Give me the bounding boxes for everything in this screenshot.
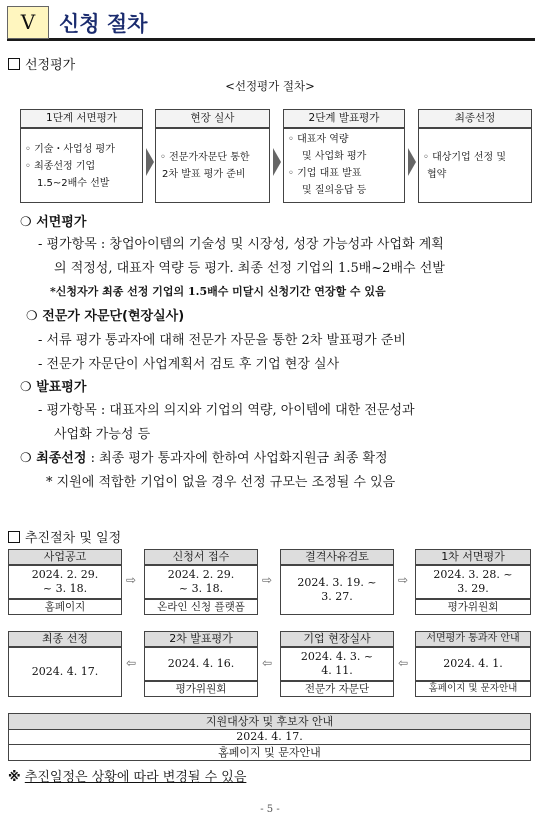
chapter-number: V <box>7 6 49 39</box>
schedule-title: 1차 서면평가 <box>415 549 531 565</box>
step-1-label: 1단계 서면평가 <box>20 109 143 128</box>
schedule-title: 사업공고 <box>8 549 122 565</box>
step-1-line: ◦ 기술・사업성 평가 <box>25 144 115 155</box>
step-4-box <box>418 128 532 203</box>
schedule-date <box>144 565 258 599</box>
chapter-title: 신청 절차 <box>59 12 148 36</box>
step-2-label: 현장 실사 <box>155 109 270 128</box>
item-heading: ❍ 발표평가 <box>20 380 87 395</box>
date-line: 2024. 4. 1. <box>443 657 503 670</box>
section-selection-title: 선정평가 <box>25 58 76 73</box>
date-line: 2024. 3. 19. ~ <box>297 576 377 589</box>
section-selection-heading <box>8 54 75 73</box>
step-3-line: 및 질의응답 등 <box>302 185 367 196</box>
schedule-title: 서면평가 통과자 안내 <box>415 631 531 647</box>
arrow-left-icon: ⇦ <box>262 656 273 670</box>
step-4-label: 최종선정 <box>418 109 532 128</box>
item-line: - 전문가 자문단이 사업계획서 검토 후 기업 현장 실사 <box>38 357 340 372</box>
flow-arrow-icon <box>408 148 416 176</box>
item-heading-text: 서면평가 <box>36 215 87 230</box>
date-line: ~ 3. 18. <box>42 582 88 595</box>
step-3-line: ◦ 대표자 역량 <box>288 134 349 145</box>
step-4-line: ◦ 대상기업 선정 및 <box>423 152 507 163</box>
date-line: 2024. 4. 17. <box>31 665 99 678</box>
schedule-footer: 평가위원회 <box>415 599 531 615</box>
evaluation-items <box>20 211 535 495</box>
step-3-label: 2단계 발표평가 <box>283 109 405 128</box>
chapter-header <box>7 6 535 41</box>
date-line: 3. 27. <box>321 590 353 603</box>
schedule-date <box>144 647 258 681</box>
support-date: 2024. 4. 17. <box>8 729 531 745</box>
item-line: - 서류 평가 통과자에 대해 전문가 자문을 통한 2차 발표평가 준비 <box>38 333 406 348</box>
schedule-date <box>280 565 394 615</box>
date-line: 4. 11. <box>321 664 353 677</box>
item-heading-text: 최종선정 <box>36 451 87 466</box>
item-line: - 평가항목 : 창업아이템의 기술성 및 시장성, 성장 가능성과 사업화 계획 <box>38 237 444 252</box>
item-line: 사업화 가능성 등 <box>54 427 151 442</box>
page-number: - 5 - <box>260 804 280 815</box>
item-heading: ❍ 서면평가 <box>20 215 87 230</box>
schedule-date <box>8 647 122 697</box>
step-3-line: ◦ 기업 대표 발표 <box>288 168 362 179</box>
date-line: 3. 29. <box>457 582 489 595</box>
item-line: * 지원에 적합한 기업이 없을 경우 선정 규모는 조정될 수 있음 <box>46 475 396 490</box>
item-heading: ❍ 전문가 자문단(현장실사) <box>26 309 185 324</box>
step-1-line: ◦ 최종선정 기업 <box>25 161 96 172</box>
schedule-date <box>8 565 122 599</box>
step-3-box <box>283 128 405 203</box>
step-2-line: ◦ 전문가자문단 통한 <box>160 152 250 163</box>
support-method: 홈페이지 및 문자안내 <box>8 745 531 761</box>
item-heading-text: 전문가 자문단(현장실사) <box>42 309 185 324</box>
arrow-right-icon: ⇨ <box>262 573 273 587</box>
arrow-right-icon: ⇨ <box>398 573 409 587</box>
date-line: 2024. 2. 29. <box>31 568 99 581</box>
notice-text: 추진일정은 상황에 따라 변경될 수 있음 <box>24 770 247 785</box>
schedule-footer: 전문가 자문단 <box>280 681 394 697</box>
date-line: 2024. 2. 29. <box>167 568 235 581</box>
step-2-box <box>155 128 270 203</box>
step-1-box <box>20 128 143 203</box>
schedule-footer: 온라인 신청 플랫폼 <box>144 599 258 615</box>
arrow-left-icon: ⇦ <box>126 656 137 670</box>
notice-mark: ※ <box>8 770 21 785</box>
schedule-date <box>415 565 531 599</box>
date-line: ~ 3. 18. <box>178 582 224 595</box>
step-3-line: 및 사업화 평가 <box>302 151 367 162</box>
square-bullet-icon <box>8 531 20 543</box>
schedule-title: 2차 발표평가 <box>144 631 258 647</box>
square-bullet-icon <box>8 58 20 70</box>
arrow-left-icon: ⇦ <box>398 656 409 670</box>
schedule-footer: 홈페이지 <box>8 599 122 615</box>
flow-arrow-icon <box>146 148 154 176</box>
schedule-footer: 홈페이지 및 문자안내 <box>415 681 531 697</box>
support-title: 지원대상자 및 후보자 안내 <box>8 713 531 730</box>
item-line: - 평가항목 : 대표자의 의지와 기업의 역량, 아이템에 대한 전문성과 <box>38 403 415 418</box>
schedule-title: 결격사유검토 <box>280 549 394 565</box>
item-line: 의 적정성, 대표자 역량 등 평가. 최종 선정 기업의 1.5배~2배수 선발 <box>54 261 445 276</box>
date-line: 2024. 4. 16. <box>167 657 235 670</box>
step-1-line: 1.5~2배수 선발 <box>37 178 110 189</box>
item-inline: : 최종 평가 통과자에 한하여 사업화지원금 최종 확정 <box>90 451 388 466</box>
schedule-notice <box>8 766 246 785</box>
process-caption: <선정평가 절차> <box>225 79 315 93</box>
schedule-title: 신청서 접수 <box>144 549 258 565</box>
schedule-date <box>415 647 531 681</box>
schedule-title: 최종 선정 <box>8 631 122 647</box>
arrow-right-icon: ⇨ <box>126 573 137 587</box>
date-line: 2024. 3. 28. ~ <box>433 568 513 581</box>
schedule-date <box>280 647 394 681</box>
section-schedule-heading <box>8 527 121 546</box>
flow-arrow-icon <box>273 148 281 176</box>
step-4-line: 협약 <box>427 169 447 180</box>
step-2-line: 2차 발표 평가 준비 <box>162 169 246 180</box>
schedule-footer: 평가위원회 <box>144 681 258 697</box>
schedule-title: 기업 현장실사 <box>280 631 394 647</box>
item-note: *신청자가 최종 선정 기업의 1.5배수 미달시 신청기간 연장할 수 있음 <box>50 285 386 298</box>
item-heading-text: 발표평가 <box>36 380 87 395</box>
date-line: 2024. 4. 3. ~ <box>300 650 374 663</box>
item-final: ❍ 최종선정 : 최종 평가 통과자에 한하여 사업화지원금 최종 확정 <box>20 451 388 466</box>
section-schedule-title: 추진절차 및 일정 <box>25 531 122 546</box>
